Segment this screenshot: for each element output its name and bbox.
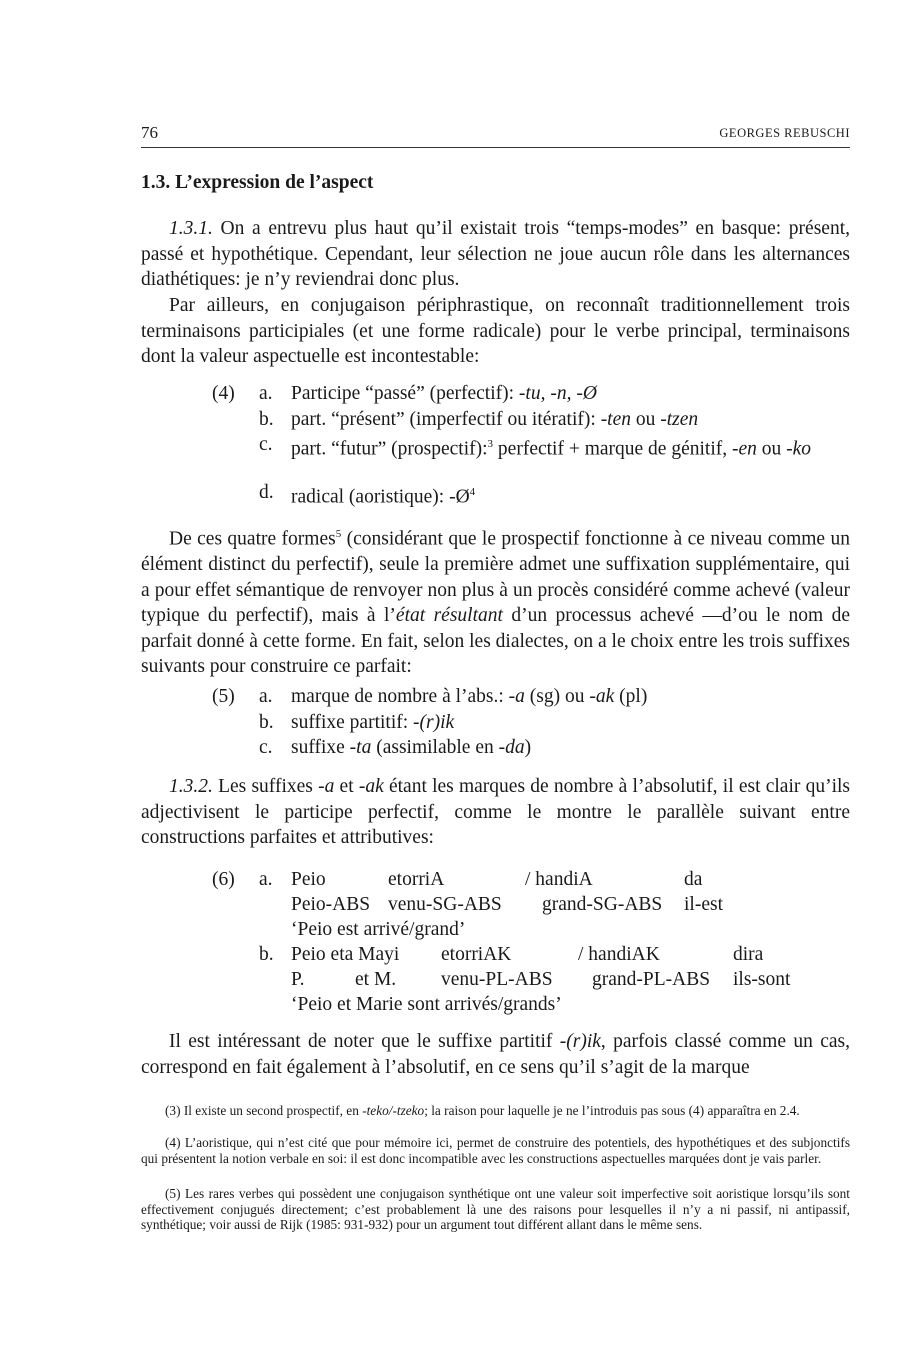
example-number: (5)	[212, 686, 235, 707]
example-text: perfectif + marque de génitif,	[493, 438, 732, 460]
suffix-form: -da	[498, 737, 525, 759]
gloss-label: venu-SG-ABS	[388, 894, 502, 915]
gloss-translation: ‘Peio et Marie sont arrivés/grands’	[291, 994, 562, 1015]
example-text: suffixe	[291, 737, 350, 759]
subsection-number: 1.3.2.	[169, 776, 213, 797]
paragraph-text: De ces quatre formes	[169, 528, 336, 550]
suffix-form: -ak	[589, 686, 615, 707]
example-number: (6)	[212, 869, 235, 890]
suffix-form: -ta	[349, 737, 372, 759]
paragraph-text: étant les marques de nombre à l’absolutif, il est clair qu’ils adjectivisent le participe perfectif, comme le montre le parallèle suivant entre constructions parfaites et attributives:	[141, 776, 850, 849]
paragraph-text: On a entrevu plus haut qu’il existait trois “temps-modes” en basque: présent, passé et hypothétique. Cependant, leur sélection ne joue aucun rôle dans les alternances diathétiques: je n’y reviendrai donc plus.	[141, 218, 850, 291]
paragraph-text: , parfois classé comme un cas, correspond en fait également à l’absolutif, en ce sens qu’il s’agit de la marque	[141, 1031, 850, 1078]
paragraph-1-3-2	[141, 774, 850, 851]
gloss-label: venu-PL-ABS	[441, 969, 553, 990]
gloss-word: etorriA	[388, 869, 445, 890]
footnote-text: ; la raison pour laquelle je ne l’introduis pas sous (4) apparaîtra en 2.4.	[424, 1103, 800, 1118]
gloss-label: P.	[291, 969, 305, 990]
footnote-ref[interactable]: 3	[487, 438, 494, 451]
example-4c-text	[291, 432, 850, 462]
footnote-4: (4) L’aoristique, qui n’est cité que pour mémoire ici, permet de construire des potentiels, des hypothétiques et des subjonctifs qui présentent la notion verbale en soi: il est donc incompatible avec les constructions aspectuelles marquées dont je vais parler.	[141, 1135, 850, 1166]
running-author: GEORGES REBUSCHI	[719, 126, 850, 140]
page-number: 76	[141, 123, 158, 142]
example-letter: a.	[259, 383, 273, 404]
gloss-translation: ‘Peio est arrivé/grand’	[291, 919, 466, 940]
footnote-ref[interactable]: 5	[335, 528, 342, 540]
example-letter: b.	[259, 711, 274, 733]
suffix-form: -en	[731, 438, 757, 460]
suffix-forms: -tu, -n, -Ø	[518, 383, 597, 404]
gloss-word: Peio eta Mayi	[291, 944, 400, 965]
gloss-label: Peio-ABS	[291, 894, 371, 915]
footnote-3	[141, 1103, 850, 1119]
gloss-label: il-est	[684, 894, 723, 915]
example-letter: b.	[259, 408, 274, 430]
example-text: suffixe partitif:	[291, 711, 414, 733]
example-text: (pl)	[614, 686, 648, 707]
example-letter: a.	[259, 686, 273, 707]
suffix-form: -a	[508, 686, 525, 707]
gloss-word: / handiAK	[578, 944, 660, 965]
subsection-number: 1.3.1.	[169, 218, 213, 239]
example-text: part. “présent” (imperfectif ou itératif):	[291, 408, 601, 430]
gloss-word: dira	[733, 944, 764, 965]
paragraph-partitive	[141, 1029, 850, 1080]
example-text: marque de nombre à l’abs.:	[291, 686, 509, 707]
example-text: radical (aoristique): -Ø	[291, 486, 470, 508]
running-header	[141, 123, 850, 148]
suffix-form: -ak	[358, 776, 384, 797]
paragraph-1-3-1	[141, 216, 850, 293]
gloss-word: etorriAK	[441, 944, 512, 965]
paragraph-text: Il est intéressant de noter que le suffixe partitif	[169, 1031, 560, 1052]
suffix-form: -ten	[600, 408, 632, 430]
example-letter: b.	[259, 944, 274, 965]
example-letter: a.	[259, 869, 273, 890]
gloss-word: / handiA	[525, 869, 593, 890]
example-text: Participe “passé” (perfectif):	[291, 383, 519, 404]
example-text: (sg) ou	[524, 686, 590, 707]
paragraph-text: et	[334, 776, 359, 797]
example-number: (4)	[212, 383, 235, 404]
paragraph-four-forms	[141, 522, 850, 680]
example-text: )	[524, 737, 532, 759]
gloss-label: grand-SG-ABS	[542, 894, 663, 915]
example-letter: c.	[259, 434, 273, 456]
footnote-text: (3) Il existe un second prospectif, en	[165, 1103, 363, 1118]
section-title: 1.3. L’expression de l’aspect	[141, 172, 374, 193]
example-letter: c.	[259, 737, 273, 759]
footnote-ref[interactable]: 4	[469, 486, 476, 498]
footnote-5: (5) Les rares verbes qui possèdent une conjugaison synthétique ont une valeur soit imperfective soit aoristique lorsqu’ils sont effectivement conjugués directement; c’est probablement là une des raisons pour lesquelles il n’y a ni passif, ni antipassif, synthétique; voir aussi de Rijk (1985: 931-932) pour un argument tout différent allant dans le même sens.	[141, 1186, 850, 1233]
example-text: (assimilable en	[371, 737, 499, 759]
gloss-label: et M.	[355, 969, 397, 990]
example-text: part. “futur” (prospectif):	[291, 438, 488, 460]
paragraph-text: Les suffixes	[212, 776, 319, 797]
gloss-label: grand-PL-ABS	[592, 969, 711, 990]
gloss-word: da	[684, 869, 703, 890]
suffix-form: -(r)ik	[559, 1031, 601, 1052]
paragraph-text: (considérant que le prospectif fonctionne à ce niveau comme un élément distinct du perfectif), seule la première admet une suffixation supplémentaire, qui a pour effet sémantique de renvoyer non plus à un procès considéré comme achevé (valeur typique du perfectif), mais à l’	[141, 528, 850, 627]
paragraph-periphrastic: Par ailleurs, en conjugaison périphrastique, on reconnaît traditionnellement trois terminaisons participiales (et une forme radicale) pour le verbe principal, terminaisons dont la valeur aspectuelle est incontestable:	[141, 295, 850, 368]
emphasis: état résultant	[395, 605, 503, 627]
suffix-form: -tzen	[660, 408, 699, 430]
example-text: ou	[631, 408, 661, 430]
suffix-form: -a	[318, 776, 335, 797]
paragraph-text: d’un processus achevé —d’ou le nom de parfait donné à cette forme. En fait, selon les dialectes, on a le choix entre les trois suffixes suivants pour construire ce parfait:	[141, 605, 850, 678]
example-6	[212, 867, 850, 1017]
suffix-form: -teko/-tzeko	[362, 1103, 425, 1118]
example-letter: d.	[259, 482, 274, 503]
example-text: ou	[756, 438, 787, 460]
suffix-form: -ko	[786, 438, 812, 460]
suffix-form: -(r)ik	[413, 711, 455, 733]
gloss-word: Peio	[291, 869, 326, 890]
gloss-label: ils-sont	[733, 969, 791, 990]
